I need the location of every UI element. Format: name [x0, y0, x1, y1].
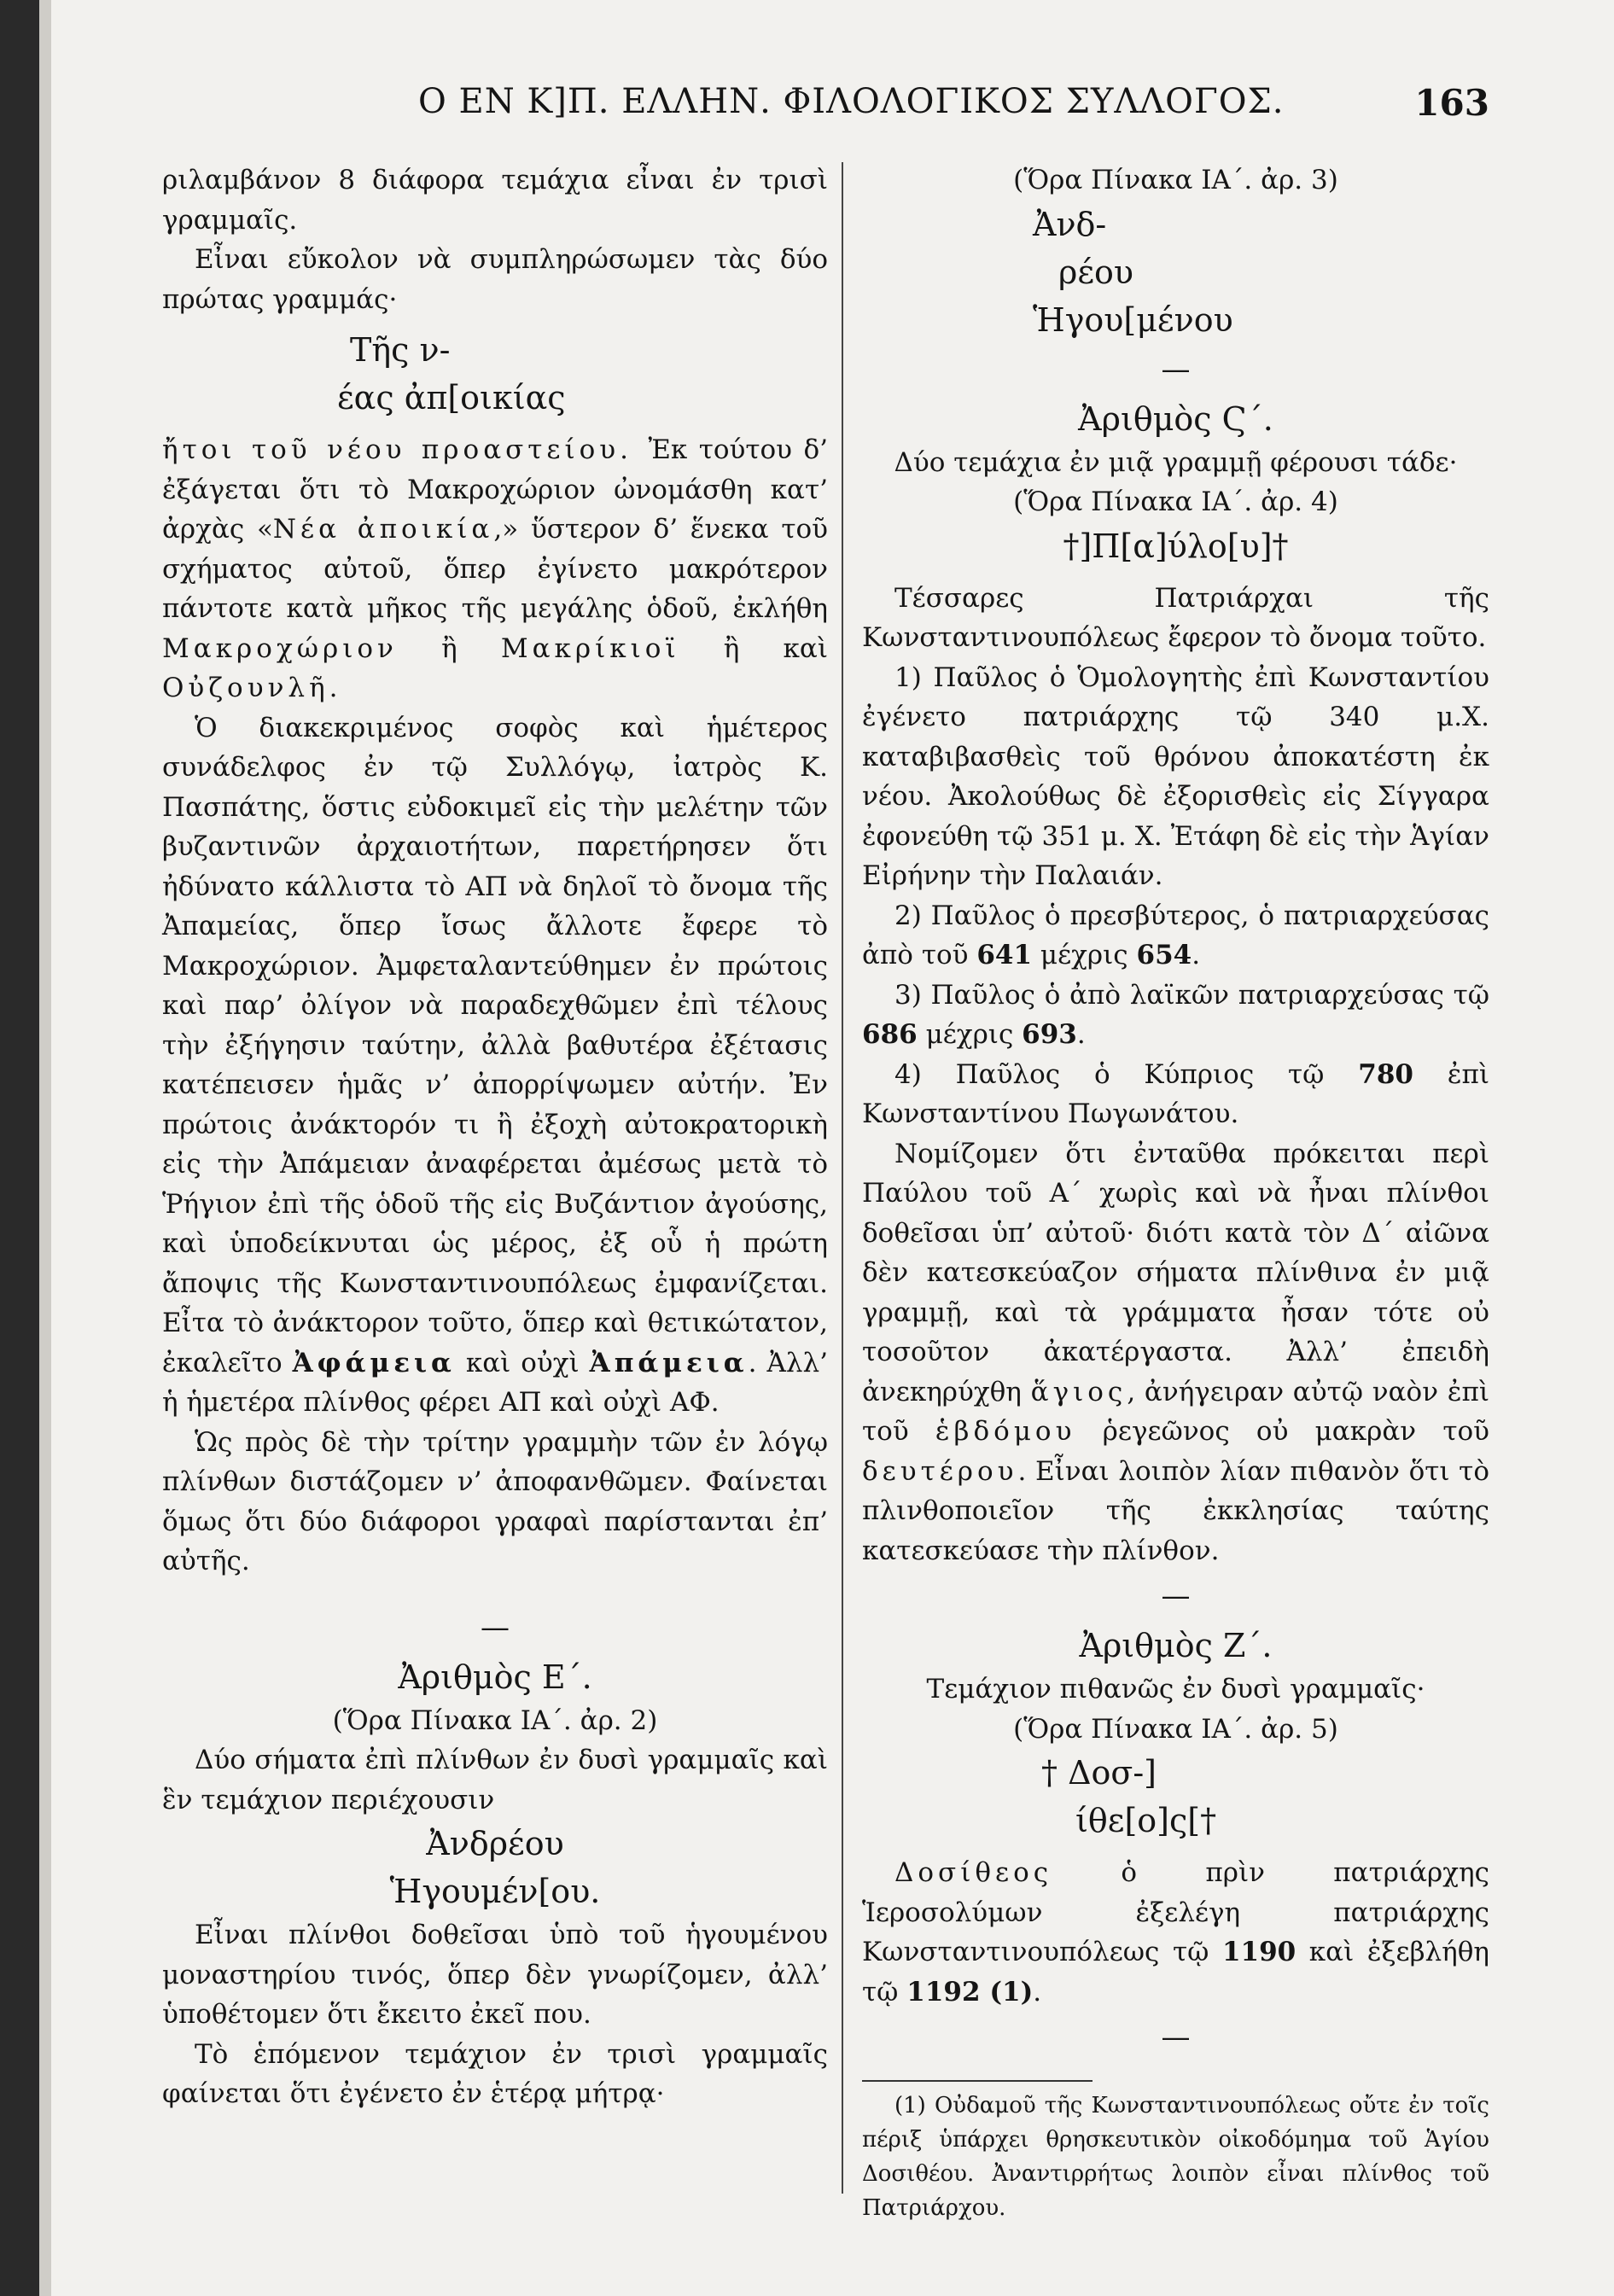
section-heading: Ἀριθμὸς Ε΄. [398, 1658, 592, 1696]
text: καὶ οὐχὶ [455, 1347, 590, 1378]
right-column [862, 160, 1489, 2225]
paragraph: Τὸ ἑπόμενον τεμάχιον ἐν τρισὶ γραμμαῖς φαίνεται ὅτι ἐγένετο ἐν ἑτέρᾳ μήτρᾳ· [162, 2038, 828, 2109]
text: ἢ [397, 632, 501, 664]
paragraph: Τεμάχιον πιθανῶς ἐν δυσὶ γραμμαῖς· [926, 1674, 1425, 1705]
text: . Εἶναι λοιπὸν λίαν πιθανὸν ὅτι τὸ πλινθοποιεῖον τῆς ἐκκλησίας ταύτης κατεσκεύασε τὴν πλίνθον. [862, 1455, 1489, 1566]
paragraph: Εἶναι πλίνθοι δοθεῖσαι ὑπὸ τοῦ ἡγουμένου μοναστηρίου τινός, ὅπερ δὲν γνωρίζομεν, ἀλλ’ ὑποθέτομεν ὅτι ἔκειτο ἐκεῖ που. [162, 1920, 828, 2030]
spaced-text: Ἀφάμεια [292, 1347, 456, 1378]
footnote-rule [862, 2080, 1093, 2082]
text: 3) Παῦλος ὁ ἀπὸ λαϊκῶν πατριαρχεύσας τῷ [894, 979, 1489, 1011]
text: μέχρις [1032, 940, 1137, 970]
text: ὁ πρὶν πατριάρχης Ἱεροσολύμων ἐξελέγη πατριάρχης Κωνσταντινουπόλεως τῷ [862, 1857, 1489, 1967]
paragraph [862, 1134, 1489, 1571]
text: . [329, 673, 338, 703]
year: 693 [1022, 1019, 1077, 1050]
spaced-text: Μακροχώριον [162, 632, 398, 664]
page-number: 163 [1414, 82, 1489, 124]
paragraph: Ὡς πρὸς δὲ τὴν τρίτην γραμμὴν τῶν ἐν λόγῳ πλίνθων διστάζομεν ν’ ἀποφανθῶμεν. Φαίνεται ὅμως ὅτι δύο διάφοροι γραφαὶ παρίστανται ἐπ’ αὐτῆς. [162, 1426, 828, 1576]
list-item [862, 1055, 1489, 1134]
running-title: Ο ΕΝ Κ]Π. ΕΛΛΗΝ. ΦΙΛΟΛΟΓΙΚΟΣ ΣΥΛΛΟΓΟΣ. [418, 82, 1285, 121]
paragraph: Τέσσαρες Πατριάρχαι τῆς Κωνσταντινουπόλεως ἔφερον τὸ ὄνομα τοῦτο. [862, 582, 1489, 653]
section-heading: Ἀριθμὸς Ϛ΄. [1078, 399, 1273, 438]
spaced-text: δευτέρου [862, 1455, 1018, 1487]
paragraph [162, 708, 828, 1423]
text: . [1192, 940, 1201, 970]
year: 1190 [1221, 1937, 1296, 1967]
plate-reference: (Ὅρα Πίνακα ΙΑ΄. ἀρ. 5) [1013, 1713, 1338, 1745]
section-heading: Ἀριθμὸς Ζ΄. [1079, 1627, 1273, 1664]
list-item [862, 976, 1489, 1055]
spaced-text: Μακρίκιοϊ [500, 632, 680, 664]
text: μέχρις [917, 1019, 1023, 1050]
spaced-text: Νέα ἀποικία [272, 514, 494, 545]
text: καὶ ἐξεβλήθη τῷ [862, 1937, 1489, 2008]
section-rule: — [1161, 352, 1191, 387]
paragraph: Εἶναι εὔκολον νὰ συμπληρώσωμεν τὰς δύο πρώτας γραμμάς· [162, 244, 828, 315]
paragraph [162, 430, 828, 708]
plate-reference: (Ὅρα Πίνακα ΙΑ΄. ἀρ. 3) [1013, 165, 1338, 195]
paragraph: Δύο σήματα ἐπὶ πλίνθων ἐν δυσὶ γραμμαῖς καὶ ἓν τεμάχιον περιέχουσιν [162, 1745, 828, 1815]
inscription-line: ίθε[ο]ς[† [1075, 1802, 1217, 1839]
page-margin-shadow [39, 0, 51, 2296]
text: , ἀνήγειραν αὐτῷ ναὸν ἐπὶ τοῦ [862, 1376, 1490, 1447]
section-rule: — [481, 1610, 510, 1645]
text: . Ἀλλ’ ἡ ἡμετέρα πλίνθος φέρει ΑΠ καὶ οὐχὶ ΑΦ. [162, 1347, 828, 1418]
running-header [162, 82, 1489, 133]
spaced-text: Δοσίθεος [894, 1857, 1053, 1888]
plate-reference: (Ὅρα Πίνακα ΙΑ΄. ἀρ. 2) [332, 1705, 658, 1736]
spaced-text: ἑβδόμου [935, 1416, 1076, 1447]
inscription-line: † Δοσ-] [1041, 1754, 1157, 1792]
inscription-line: έας ἀπ[οικίας [337, 379, 566, 417]
list-item: 1) Παῦλος ὁ Ὁμολογητὴς ἐπὶ Κωνσταντίου ἐγένετο πατριάρχης τῷ 340 μ.Χ. καταβιβασθεὶς τοῦ θρόνου ἀποκατέστη ἐκ νέου. Ἀκολούθως δὲ ἐξορισθεὶς εἰς Σίγγαρα ἐφονεύθη τῷ 351 μ. Χ. Ἐτάφη δὲ εἰς τὴν Ἁγίαν Εἰρήνην τὴν Παλαιάν. [862, 661, 1489, 891]
year: 1192 (1) [906, 1976, 1034, 2008]
spaced-text: ἅγιος [1030, 1376, 1127, 1407]
inscription-line: Ἀνδρέου [426, 1825, 564, 1862]
text: 2) Παῦλος ὁ πρεσβύτερος, ὁ πατριαρχεύσας ἀπὸ τοῦ [862, 900, 1489, 970]
column-divider [842, 162, 843, 2194]
text: ,» ὕστερον δ’ ἕνεκα τοῦ σχήματος αὐτοῦ, ὅπερ ἐγίνετο μακρότερον πάντοτε κατὰ μῆκος τῆς μεγάλης ὁδοῦ, ἐκλήθη [162, 514, 828, 624]
text: Ὁ διακεκριμένος σοφὸς καὶ ἡμέτερος συνάδελφος ἐν τῷ Συλλόγῳ, ἰατρὸς Κ. Πασπάτης, ὅστις εὐδοκιμεῖ εἰς τὴν μελέτην τῶν βυζαντινῶν ἀρχαιοτήτων, παρετήρησεν ὅτι ἠδύνατο κάλλιστα τὸ ΑΠ νὰ δηλοῖ τὸ ὄνομα τῆς Ἀπαμείας, ὅπερ ἴσως ἄλλοτε ἔφερε τὸ Μακροχώριον. Ἀμφεταλαντεύθημεν ἐν πρώτοις καὶ παρ’ ὀλίγον νὰ παραδεχθῶμεν ἐπὶ τέλους τὴν ἐξήγησιν ταύτην, ἀλλὰ βαθυτέρα ἐξέτασις κατέπεισεν ἡμᾶς ν’ ἀπορρίψωμεν αὐτήν. Ἐν πρώτοις ἀνάκτορόν τι ἢ ἐξοχὴ αὐτοκρατορικὴ εἰς τὴν Ἀπάμειαν ἀναφέρεται ἀμέσως μετὰ τὸ Ῥήγιον ἐπὶ τῆς ὁδοῦ τῆς εἰς Βυζάντιον ἀγούσης, καὶ ὑποδείκνυται ὡς μέρος, ἐξ οὗ ἡ πρώτη ἄποψις τῆς Κωνσταντινουπόλεως ἐμφανίζεται. Εἶτα τὸ ἀνάκτορον τοῦτο, ὅπερ καὶ θετικώτατον, ἐκαλεῖτο [162, 712, 828, 1378]
paragraph: ριλαμβάνον 8 διάφορα τεμάχια εἶναι ἐν τρισὶ γραμμαῖς. [162, 165, 828, 236]
left-column [162, 160, 828, 2114]
footnote: (1) Οὐδαμοῦ τῆς Κωνσταντινουπόλεως οὔτε ἐν τοῖς πέριξ ὑπάρχει θρησκευτικὸν οἰκοδόμημα τοῦ Ἁγίου Δοσιθέου. Ἀναντιρρήτως λοιπὸν εἶναι πλίνθος τοῦ Πατριάρχου. [862, 2093, 1489, 2221]
inscription-line: ρέου [1058, 253, 1134, 291]
text: ῥεγεῶνος οὐ μακρὰν τοῦ [1075, 1416, 1489, 1447]
year: 780 [1358, 1058, 1413, 1090]
section-rule: — [1161, 1579, 1191, 1613]
year: 686 [862, 1019, 918, 1050]
inscription-line: Ἡγουμέν[ου. [389, 1873, 601, 1910]
text: Ἐκ τούτου δ’ ἐξάγεται ὅτι τὸ Μακροχώριον ὠνομάσθη κατ’ ἀρχὰς « [162, 434, 828, 545]
inscription-line: Ἀνδ- [1033, 205, 1107, 243]
inscription-line: Ἡγου[μένου [1033, 300, 1233, 339]
paragraph: Δύο τεμάχια ἐν μιᾷ γραμμῇ φέρουσι τάδε· [894, 446, 1458, 478]
text: ἢ καὶ [679, 632, 829, 664]
text: . [1076, 1019, 1086, 1050]
plate-reference: (Ὅρα Πίνακα ΙΑ΄. ἀρ. 4) [1013, 487, 1338, 517]
inscription-line: †]Π[α]ύλο[υ]† [1063, 527, 1289, 565]
spaced-text: Οὐζουνλῆ [162, 673, 329, 703]
inscription-line: Τῆς ν- [350, 331, 451, 369]
text: 4) Παῦλος ὁ Κύπριος τῷ [894, 1058, 1359, 1090]
spaced-text: Ἀπάμεια [589, 1347, 749, 1378]
binding-edge [0, 0, 39, 2296]
section-rule: — [1161, 2020, 1191, 2054]
spaced-text: ἤτοι τοῦ νέου προαστείου. [162, 434, 649, 465]
list-item [862, 896, 1489, 976]
text: . [1033, 1976, 1042, 2008]
text: Νομίζομεν ὅτι ἐνταῦθα πρόκειται περὶ Παύλου τοῦ Α΄ χωρὶς καὶ νὰ ἦναι πλίνθοι δοθεῖσαι ὑπ’ αὐτοῦ· διότι κατὰ τὸν Δ΄ αἰῶνα δὲν κατεσκεύαζον σήματα πλίνθινα ἐν μιᾷ γραμμῇ, καὶ τὰ γράμματα ἦσαν τότε οὐ τοσοῦτον ἀκατέργαστα. Ἀλλ’ ἐπειδὴ ἀνεκηρύχθη [862, 1138, 1489, 1407]
year: 641 [976, 940, 1033, 970]
text: ἐπὶ Κωνσταντίνου Πωγωνάτου. [862, 1058, 1489, 1129]
paragraph [862, 1853, 1489, 2012]
year: 654 [1136, 940, 1192, 970]
